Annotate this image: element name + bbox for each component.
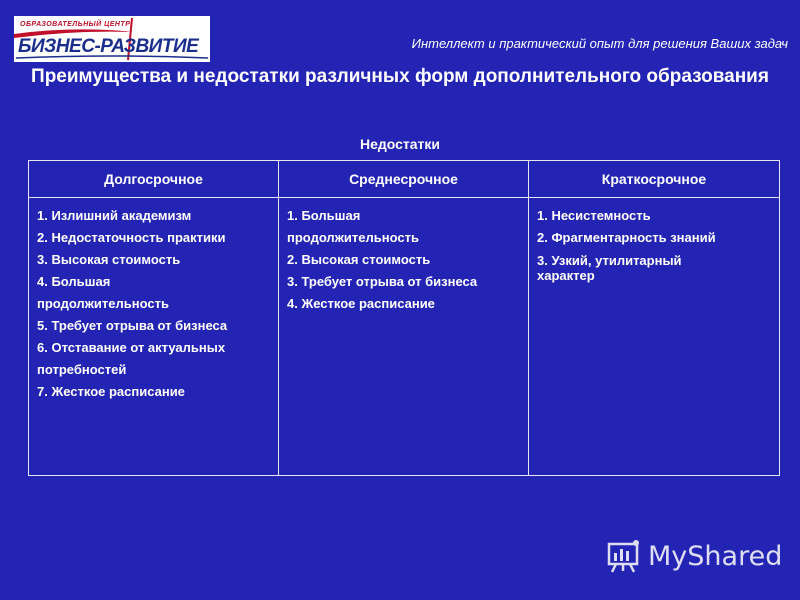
list-item: 1. Большая продолжительность [287, 208, 419, 245]
header-divider [29, 197, 779, 198]
column-divider [278, 161, 279, 475]
column-header-long-term: Долгосрочное [104, 171, 203, 187]
watermark-text: MyShared [648, 540, 783, 572]
list-item: 2. Недостаточность практики [37, 230, 226, 245]
column-header-short-term: Краткосрочное [601, 171, 707, 187]
list-item: 3. Требует отрыва от бизнеса [287, 274, 478, 289]
column-cell-short-term [537, 205, 771, 283]
watermark [606, 536, 782, 576]
list-item: 4. Большая продолжительность [37, 274, 169, 311]
table-caption: Недостатки [359, 136, 441, 152]
list-item: 2. Фрагментарность знаний [537, 230, 716, 245]
list-item: 4. Жесткое расписание [287, 296, 435, 311]
slogan: Интеллект и практический опыт для решения Ваших задач [411, 36, 788, 51]
logo [14, 16, 210, 62]
list-item: 5. Требует отрыва от бизнеса [37, 318, 228, 333]
comparison-table [28, 160, 780, 476]
column-cell-mid-term [287, 205, 523, 315]
column-header-mid-term: Среднесрочное [349, 171, 458, 187]
list-item: 3. Высокая стоимость [37, 252, 181, 267]
list-item: 2. Высокая стоимость [287, 252, 431, 267]
column-divider [528, 161, 529, 475]
column-cell-long-term [37, 205, 271, 403]
list-item: 1. Несистемность [537, 208, 651, 223]
list-item: 1. Излишний академизм [37, 208, 192, 223]
logo-top-text: ОБРАЗОВАТЕЛЬНЫЙ ЦЕНТР [20, 21, 131, 28]
logo-main-text: БИЗНЕС-РАЗВИТИЕ [18, 36, 199, 57]
presentation-board-icon [606, 538, 642, 574]
page-title: Преимущества и недостатки различных форм дополнительного образования [31, 66, 769, 87]
list-item: 7. Жесткое расписание [37, 384, 185, 399]
list-item: 3. Узкий, утилитарный характер [537, 253, 682, 283]
list-item: 6. Отставание от актуальных потребностей [37, 340, 226, 377]
